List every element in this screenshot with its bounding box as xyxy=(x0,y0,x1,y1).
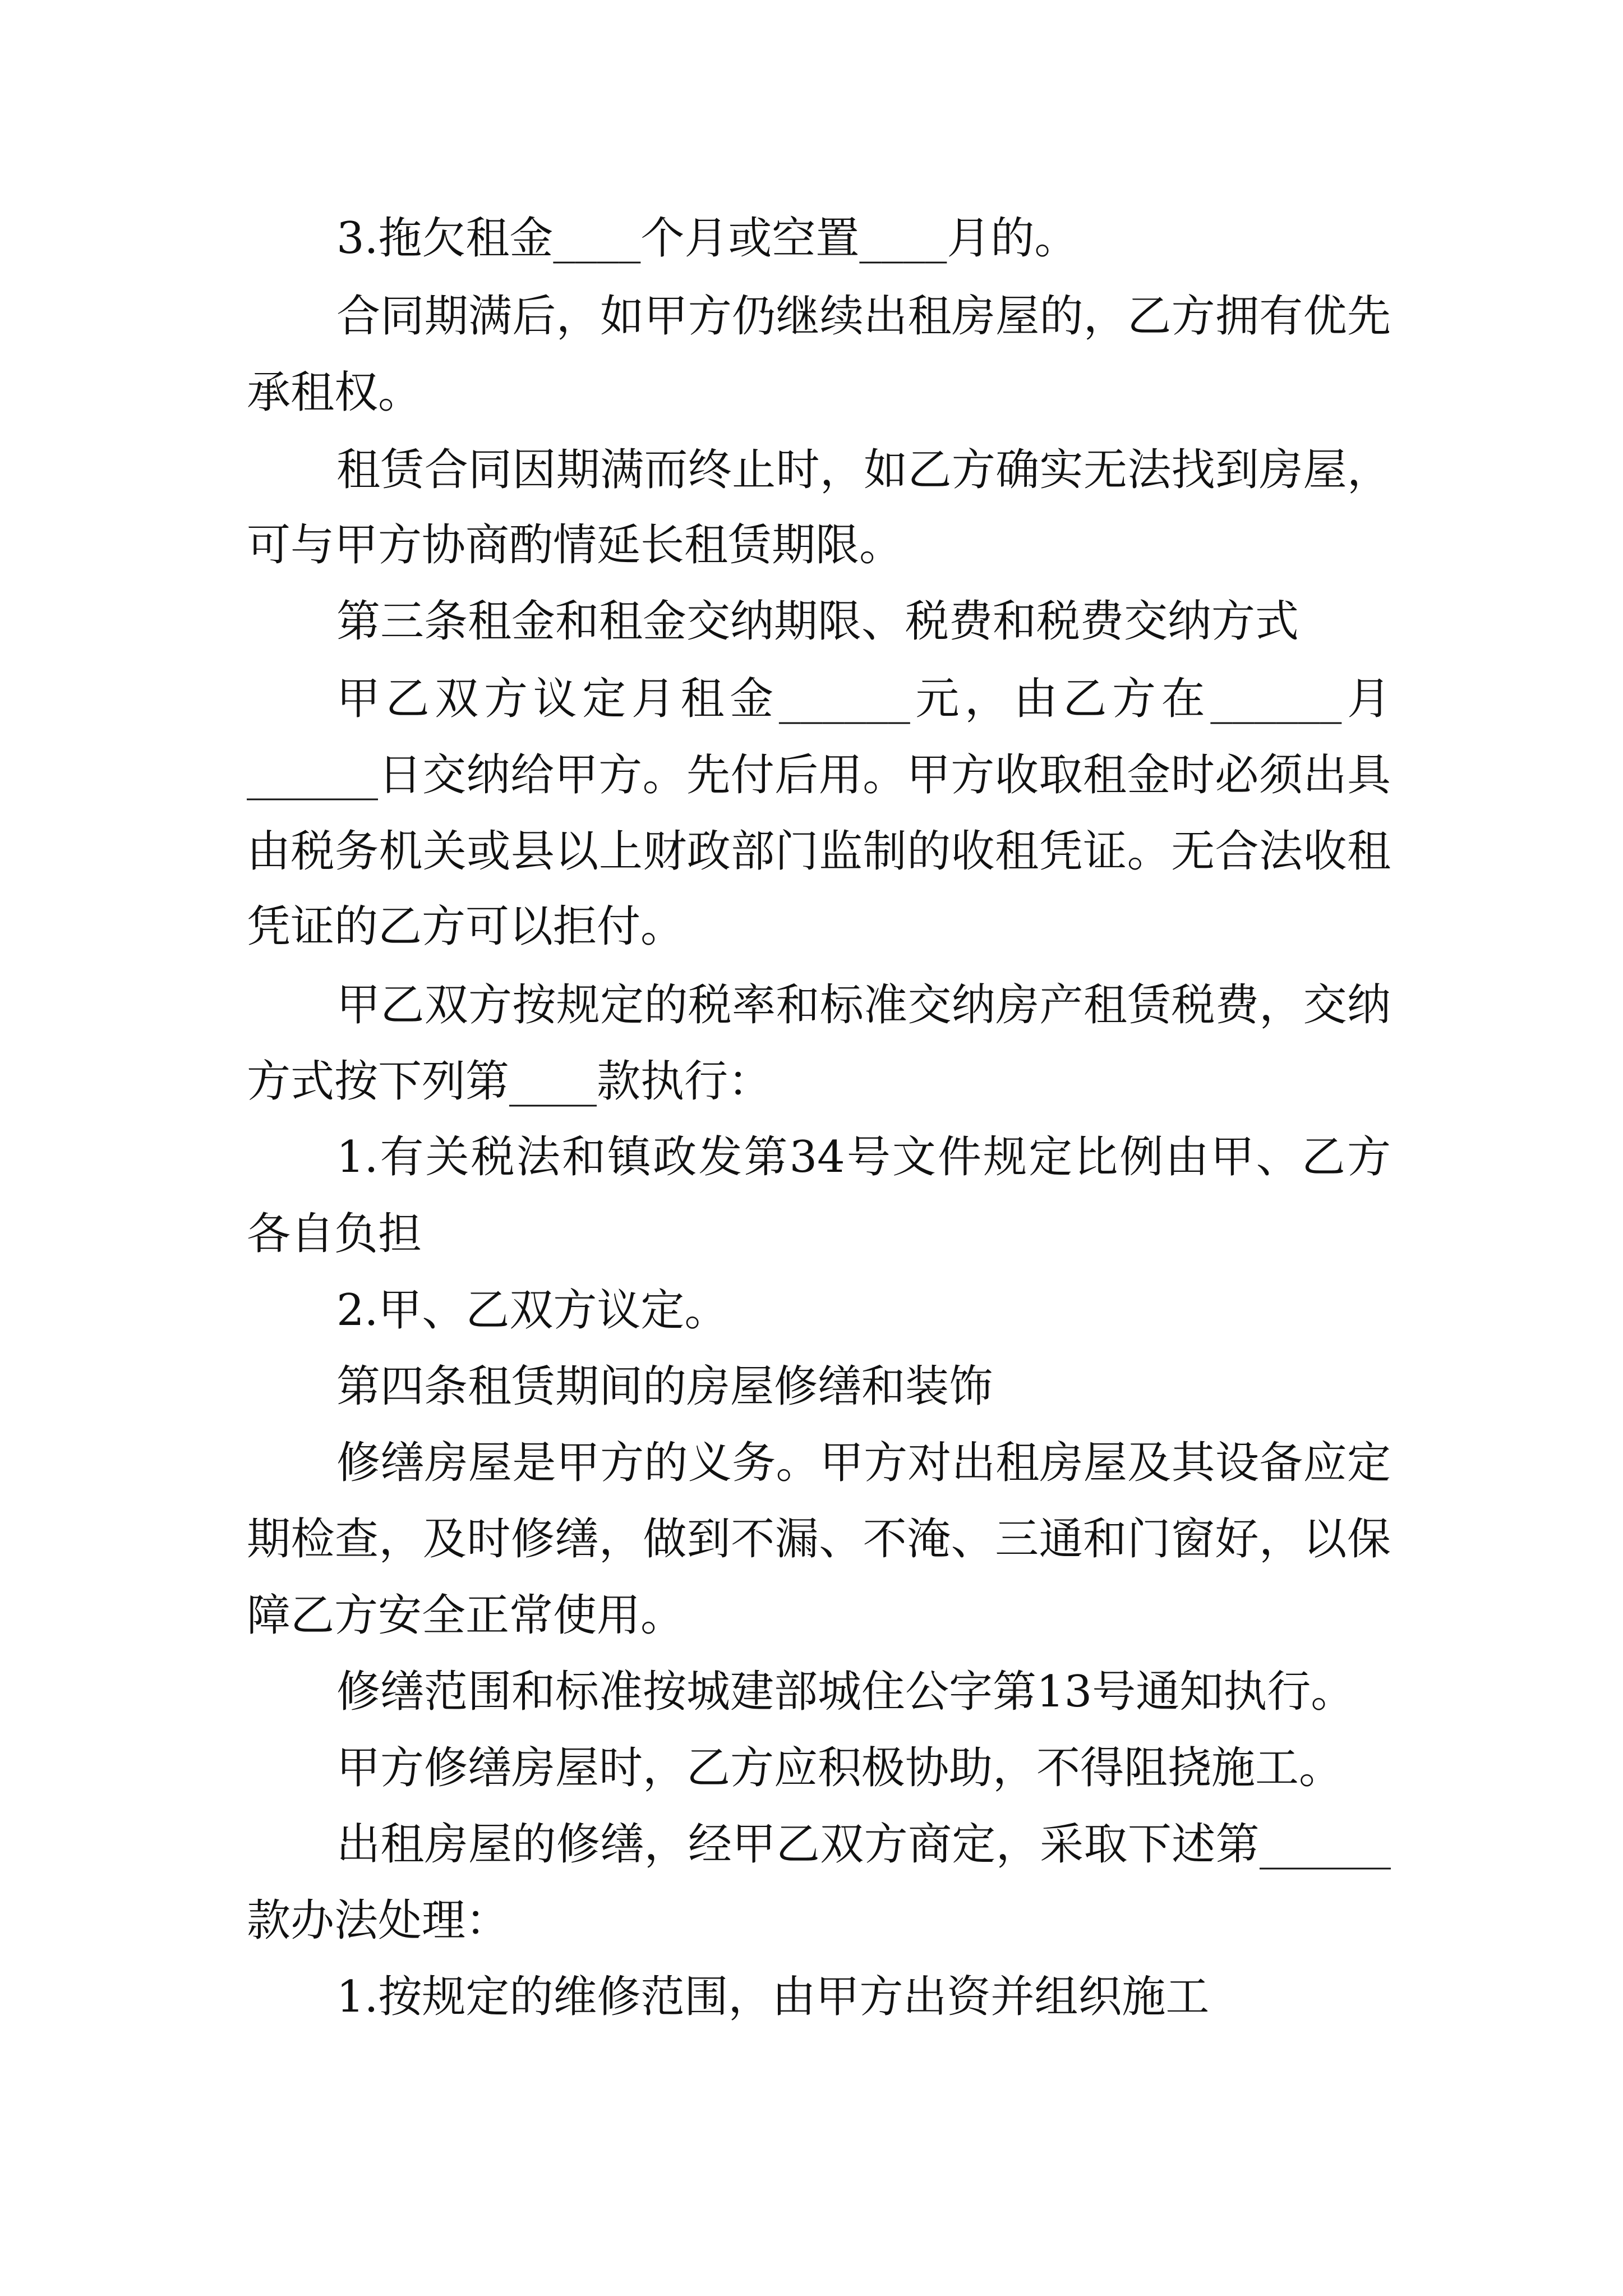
text-line-14: 各自负担 xyxy=(247,1209,422,1259)
text-line-2: 合同期满后，如甲方仍继续出租房屋的，乙方拥有优先 xyxy=(336,291,1391,342)
text-line-11: 甲乙双方按规定的税率和标准交纳房产租赁税费，交纳 xyxy=(336,980,1391,1030)
text-line-24: 1.按规定的维修范围，由甲方出资并组织施工 xyxy=(336,1972,1210,2022)
text-line-7: 甲乙双方议定月租金______元，由乙方在______月 xyxy=(336,674,1391,724)
section-heading-3: 第三条租金和租金交纳期限、税费和税费交纳方式 xyxy=(336,596,1299,647)
text-line-19: 障乙方安全正常使用。 xyxy=(247,1590,685,1641)
text-line-21: 甲方修缮房屋时，乙方应积极协助，不得阻挠施工。 xyxy=(336,1743,1343,1793)
text-line-12: 方式按下列第____款执行： xyxy=(247,1056,772,1107)
text-line-23: 款办法处理： xyxy=(247,1895,510,1946)
text-line-20: 修缮范围和标准按城建部城住公字第13号通知执行。 xyxy=(336,1667,1355,1717)
text-line-3: 承租权。 xyxy=(247,367,422,418)
text-line-22: 出租房屋的修缮，经甲乙双方商定，采取下述第______ xyxy=(336,1819,1391,1870)
text-line-17: 修缮房屋是甲方的义务。甲方对出租房屋及其设备应定 xyxy=(336,1438,1391,1488)
text-line-9: 由税务机关或县以上财政部门监制的收租凭证。无合法收租 xyxy=(247,826,1391,877)
text-line-15: 2.甲、乙双方议定。 xyxy=(336,1285,728,1336)
text-line-10: 凭证的乙方可以拒付。 xyxy=(247,901,685,952)
text-line-4: 租赁合同因期满而终止时，如乙方确实无法找到房屋， xyxy=(336,445,1391,495)
text-line-13: 1.有关税法和镇政发第34号文件规定比例由甲、乙方 xyxy=(336,1132,1391,1182)
section-heading-4: 第四条租赁期间的房屋修缮和装饰 xyxy=(336,1361,993,1412)
text-line-1: 3.拖欠租金____个月或空置____月的。 xyxy=(336,213,1078,264)
text-line-8: ______日交纳给甲方。先付后用。甲方收取租金时必须出具 xyxy=(247,750,1391,800)
text-line-5: 可与甲方协商酌情延长租赁期限。 xyxy=(247,520,903,570)
text-line-18: 期检查，及时修缮，做到不漏、不淹、三通和门窗好，以保 xyxy=(247,1514,1391,1565)
